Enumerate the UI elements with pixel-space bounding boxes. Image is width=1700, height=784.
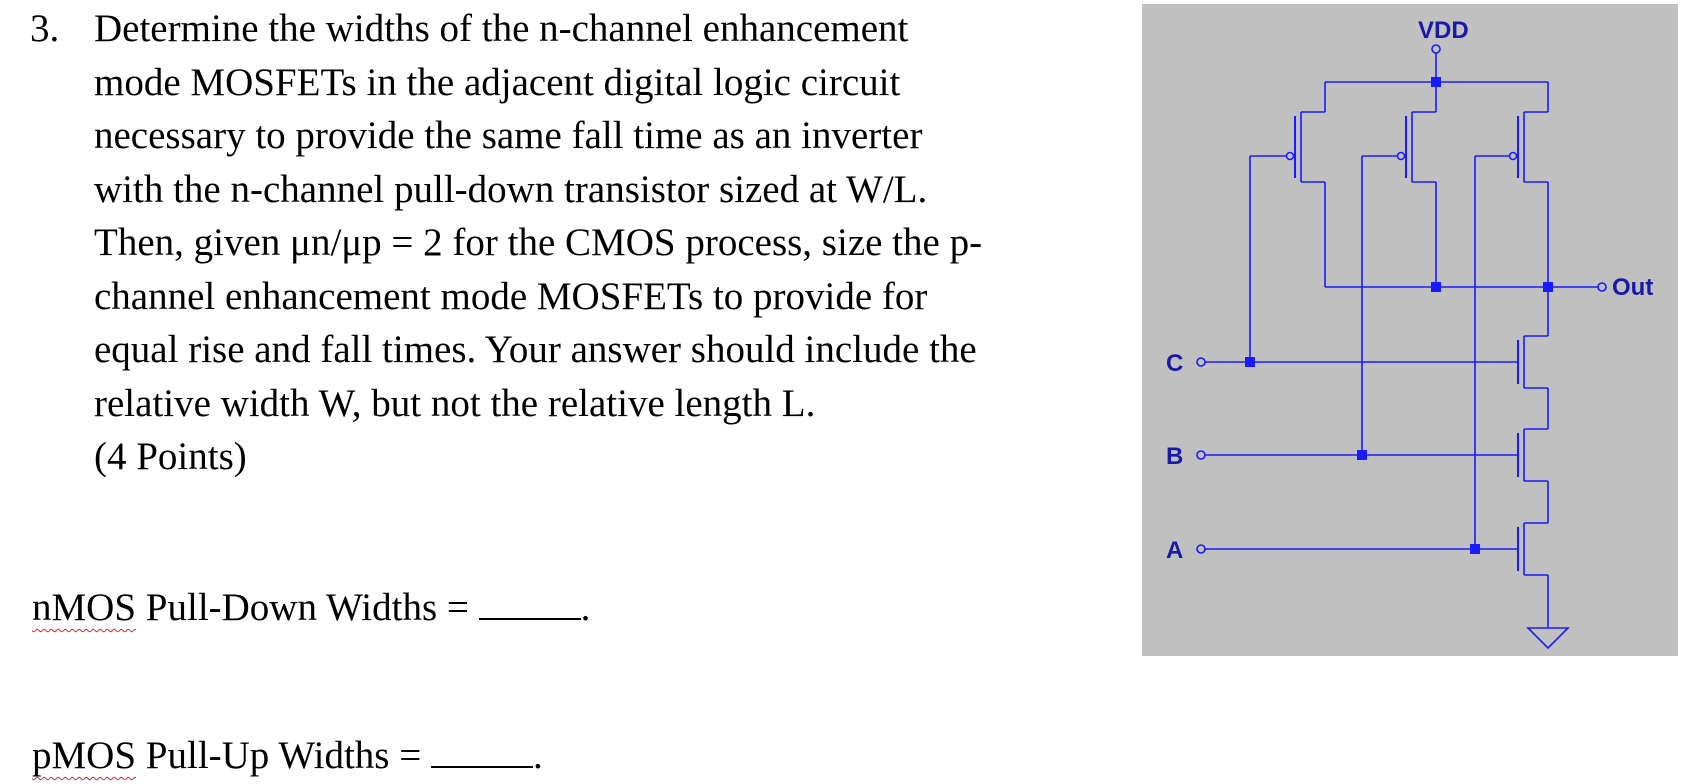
- junction-dot: [1470, 544, 1480, 554]
- nmos-abbr: nMOS: [32, 586, 137, 629]
- question-points: (4 Points): [94, 435, 247, 478]
- input-b-terminal-icon: [1197, 451, 1205, 459]
- schematic-svg: [1142, 4, 1678, 656]
- input-a-terminal-icon: [1197, 545, 1205, 553]
- junction-dot: [1357, 450, 1367, 460]
- pmos-abbr: pMOS: [32, 734, 137, 777]
- out-terminal-icon: [1598, 283, 1606, 291]
- pmos-label: Pull-Up Widths =: [136, 734, 431, 777]
- question-line: channel enhancement mode MOSFETs to provide for: [94, 274, 928, 318]
- question: [30, 2, 1140, 484]
- question-line: Determine the widths of the n-channel enhancement: [94, 7, 909, 50]
- out-label: Out: [1612, 274, 1654, 301]
- nmos-answer-blank[interactable]: [479, 588, 581, 620]
- question-line: Then, given μn/μp = 2 for the CMOS process, size the p-: [94, 221, 983, 264]
- question-line: equal rise and fall times. Your answer should include the: [94, 328, 977, 371]
- junction-dot: [1245, 357, 1255, 367]
- nmos-answer-line: [32, 585, 590, 631]
- pmos-period: .: [532, 734, 543, 777]
- question-line: with the n-channel pull-down transistor sized at W/L.: [94, 167, 928, 211]
- cmos-nand-schematic: [1142, 4, 1678, 656]
- question-number: 3.: [30, 7, 60, 50]
- nmos-label: Pull-Down Widths =: [136, 586, 479, 629]
- question-text: [94, 2, 1140, 484]
- junction-dot: [1431, 77, 1441, 87]
- junction-dot: [1431, 282, 1441, 292]
- ground-icon: [1528, 628, 1568, 648]
- vdd-terminal-icon: [1432, 45, 1440, 53]
- question-line: mode MOSFETs in the adjacent digital logic circuit: [94, 60, 901, 104]
- input-c-terminal-icon: [1197, 358, 1205, 366]
- pmos-answer-blank[interactable]: [431, 736, 533, 768]
- nmos-period: .: [580, 586, 591, 629]
- question-line: necessary to provide the same fall time as an inverter: [94, 114, 923, 157]
- question-line: relative width W, but not the relative length L.: [94, 381, 816, 425]
- input-b-label: B: [1166, 443, 1184, 470]
- input-c-label: C: [1166, 350, 1184, 377]
- input-a-label: A: [1166, 537, 1184, 564]
- pmos-answer-line: [32, 733, 543, 779]
- junction-dot: [1543, 282, 1553, 292]
- vdd-label: VDD: [1418, 17, 1469, 44]
